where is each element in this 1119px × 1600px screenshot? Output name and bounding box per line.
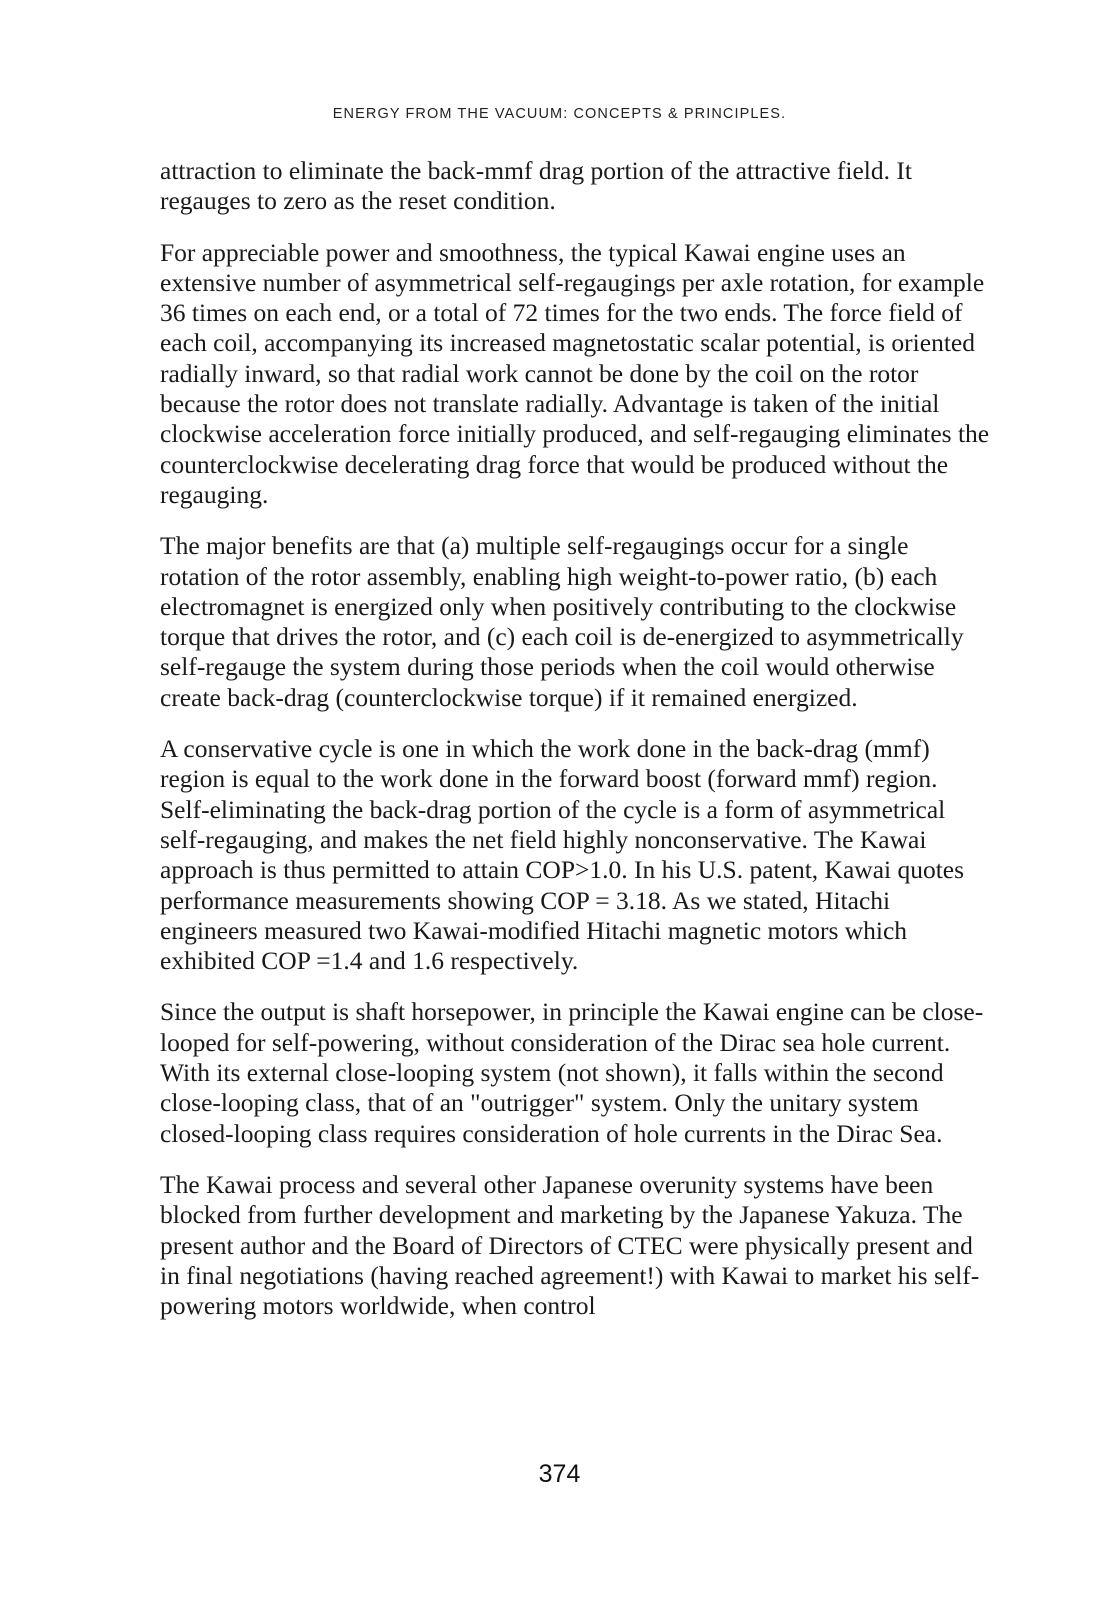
paragraph-2: For appreciable power and smoothness, the typical Kawai engine uses an extensive number of asymmetrical self-regaugings per axle rotation, for example 36 times on each end, or a total of 72 times for the two ends. The force field of each coil, accompanying its increased magnetostatic scalar potential, is oriented radially inward, so that radial work cannot be done by the coil on the rotor because the rotor does not translate radially. Advantage is taken of the initial clockwise acceleration force initially produced, and self-regauging eliminates the counterclockwise decelerating drag force that would be produced without the regauging. xyxy=(160,237,990,509)
page-number: 374 xyxy=(538,1460,581,1488)
paragraph-5: Since the output is shaft horsepower, in principle the Kawai engine can be close-looped for self-powering, without consideration of the Dirac sea hole current. With its external close-looping system (not shown), it falls within the second close-looping class, that of an "outrigger" system. Only the unitary system closed-looping class requires consideration of hole currents in the Dirac Sea. xyxy=(160,997,984,1148)
paragraph-4: A conservative cycle is one in which the work done in the back-drag (mmf) region is equal to the work done in the forward boost (forward mmf) region. Self-eliminating the back-drag portion of the cycle is a form of asymmetrical self-regauging, and makes the net field highly nonconservative. The Kawai approach is thus permitted to attain COP>1.0. In his U.S. patent, Kawai quotes performance measurements showing COP = 3.18. As we stated, Hitachi engineers measured two Kawai-modified Hitachi magnetic motors which exhibited COP =1.4 and 1.6 respectively. xyxy=(160,734,965,976)
paragraph-1: attraction to eliminate the back-mmf drag portion of the attractive field. It regauges to zero as the reset condition. xyxy=(160,156,912,216)
running-header: ENERGY FROM THE VACUUM: CONCEPTS & PRINCIPLES. xyxy=(332,106,787,122)
body-text xyxy=(160,156,990,1321)
paragraph-3: The major benefits are that (a) multiple self-regaugings occur for a single rotation of the rotor assembly, enabling high weight-to-power ratio, (b) each electromagnet is energized only when positively contributing to the clockwise torque that drives the rotor, and (c) each coil is de-energized to asymmetrically self-regauge the system during those periods when the coil would otherwise create back-drag (counterclockwise torque) if it remained energized. xyxy=(160,531,964,712)
paragraph-6: The Kawai process and several other Japanese overunity systems have been blocked from further development and marketing by the Japanese Yakuza. The present author and the Board of Directors of CTEC were physically present and in final negotiations (having reached agreement!) with Kawai to market his self-powering motors worldwide, when control xyxy=(160,1169,980,1321)
